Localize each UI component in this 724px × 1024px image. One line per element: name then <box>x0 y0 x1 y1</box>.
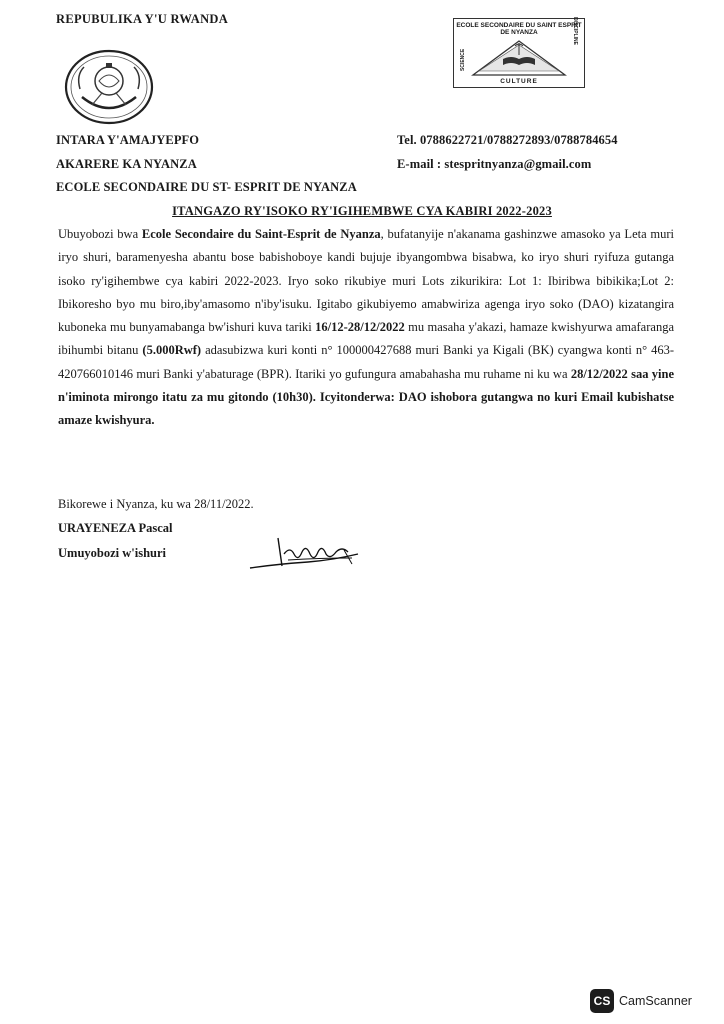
school-logo-top-text: ECOLE SECONDAIRE DU SAINT ESPRIT DE NYANZA <box>456 22 582 36</box>
rwanda-emblem-icon <box>62 45 156 125</box>
camscanner-label: CamScanner <box>619 994 692 1008</box>
body-text: Ubuyobozi bwa <box>58 227 142 241</box>
school-logo <box>453 18 585 88</box>
body-bold-opening-note: 28/12/2022 saa yine n'iminota mirongo itatu za mu gitondo (10h30). Icyitonderwa: DAO ishobora gutangwa no kuri Email kubishatse amaze kwishyura. <box>58 366 674 428</box>
school-logo-right-text: DISCIPLINE <box>572 16 578 45</box>
school-logo-bottom-text: CULTURE <box>500 78 538 85</box>
camscanner-watermark <box>590 988 692 1014</box>
camscanner-logo-icon: CS <box>590 989 614 1013</box>
email-address: E-mail : stespritnyanza@gmail.com <box>397 157 592 171</box>
school-logo-left-text: SCIENCE <box>460 48 466 71</box>
body-bold-dates: 16/12-28/12/2022 <box>315 320 405 335</box>
district-name: AKARERE KA NYANZA <box>56 157 197 171</box>
province-name: INTARA Y'AMAJYEPFO <box>56 133 200 147</box>
body-bold-amount: (5.000Rwf) <box>142 343 202 358</box>
body-bold-school-name: Ecole Secondaire du Saint-Esprit de Nyanza <box>141 227 381 241</box>
signer-title: Umuyobozi w'ishuri <box>58 546 167 560</box>
telephone-numbers: Tel. 0788622721/0788272893/0788784654 <box>397 133 618 147</box>
country-name: REPUBULIKA Y'U RWANDA <box>56 12 229 26</box>
handwritten-signature <box>248 536 360 578</box>
body-text: mu masaha y'akazi, hamaze kwishyurwa amafaranga ibihumbi bitanu <box>58 320 674 358</box>
announcement-title: ITANGAZO RY'ISOKO RY'IGIHEMBWE CYA KABIRI 2022-2023 <box>172 204 552 218</box>
signer-name: URAYENEZA Pascal <box>58 521 173 535</box>
body-text: adasubizwa kuri konti n° 100000427688 muri Banki ya Kigali (BK) cyangwa konti n° 463-420766010146 muri Banki y'abaturage (BPR). Itariki yo gufungura amabahasha mu ruhame ni ku wa <box>58 343 674 381</box>
open-book-icon <box>471 37 567 77</box>
school-name: ECOLE SECONDAIRE DU ST- ESPRIT DE NYANZA <box>56 180 357 194</box>
body-text: , bufatanyije n'akanama gashinzwe amasoko ya Leta muri iryo shuri, baramenyesha abantu bose babishoboye kandi bujuje ibyangombwa bisabwa, ko iryo shuri ryifuza gutanga isoko ry'igihembwe cya kabiri 2022-2023. Iryo soko rikubiye muri Lots zikurikira: Lot 1: Ibiribwa bibikika;Lot 2: Ibikoresho byo mu biro,iby'amasomo n'iby'isuku. Igitabo gikubiyemo amabwiriza agenga iryo soko (DAO) kizatangira kuboneka mu bunyamabanga bw'ishuri kuva tariki <box>58 227 675 335</box>
announcement-body <box>58 223 674 433</box>
place-and-date: Bikorewe i Nyanza, ku wa 28/11/2022. <box>58 497 254 511</box>
